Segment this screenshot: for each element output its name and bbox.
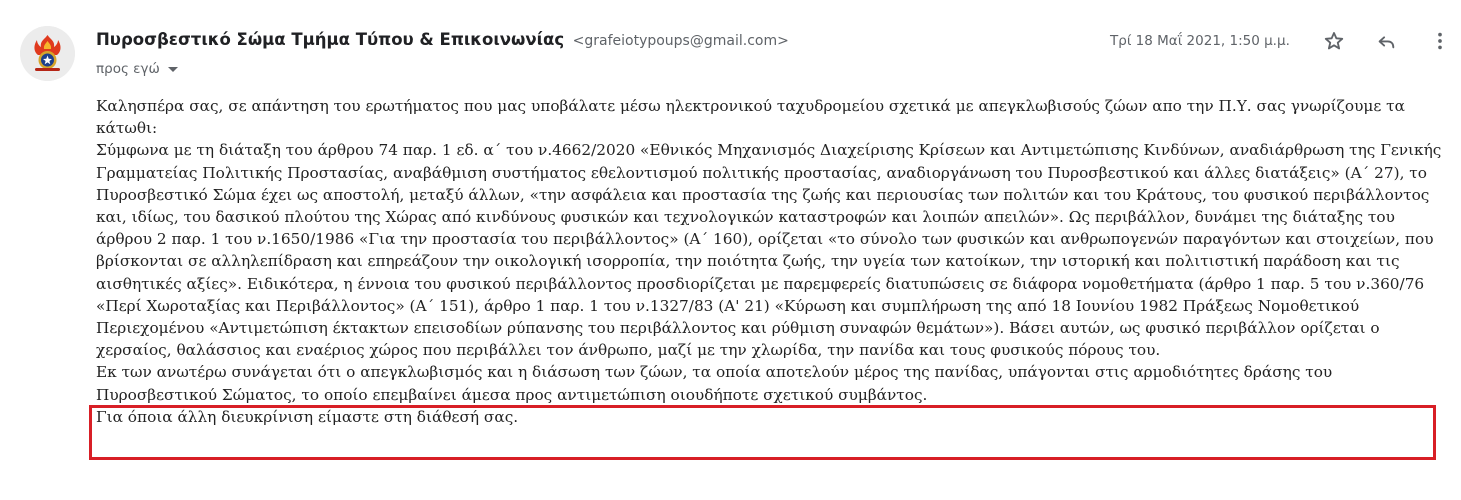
more-options-button[interactable] <box>1427 28 1453 54</box>
sender-avatar[interactable] <box>20 26 75 81</box>
body-paragraph-closing: Για όποια άλλη διευκρίνιση είμαστε στη διάθεσή σας. <box>96 407 519 426</box>
recipient-dropdown[interactable] <box>96 61 178 77</box>
body-paragraph-conclusion: Εκ των ανωτέρω συνάγεται ότι ο απεγκλωβισμός και η διάσωση των ζώων, τα οποία αποτελούν μέρος της πανίδας, υπάγονται στις αρμοδιότητες δράσης του Πυροσβεστικού Σώματος, το οποίο επεμβαίνει άμεσα προς αντιμετώπιση οιουδήποτε σχετικού συμβάντος. <box>96 363 1333 404</box>
sender-email: <grafeiotypoups@gmail.com> <box>572 33 789 49</box>
fire-service-emblem-icon <box>20 26 75 81</box>
star-button[interactable] <box>1321 28 1347 54</box>
email-body <box>96 95 1446 428</box>
star-outline-icon <box>1323 30 1345 52</box>
body-paragraph-intro: Καλησπέρα σας, σε απάντηση του ερωτήματος που μας υποβάλατε μέσω ηλεκτρονικού ταχυδρομείου σχετικά με απεγκλωβισούς ζώων απο την Π.Υ. σας γνωρίζουμε τα κάτωθι: <box>96 97 1405 138</box>
email-date: Τρί 18 Μαΐ 2021, 1:50 μ.μ. <box>1110 33 1290 49</box>
body-paragraph-legal: Σύμφωνα με τη διάταξη του άρθρου 74 παρ. 1 εδ. α΄ του ν.4662/2020 «Εθνικός Μηχανισμός Διαχείρισης Κρίσεων και Αντιμετώπισης Κινδύνων, αναδιάρθρωση της Γενικής Γραμματείας Πολιτικής Προστασίας, αναβάθμιση συστήματος εθελοντισμού πολιτικής προστασίας, αναδιοργάνωση του Πυροσβεστικού και άλλες διατάξεις» (Α΄ 27), το Πυροσβεστικό Σώμα έχει ως αποστολή, μεταξύ άλλων, «την ασφάλεια και προστασία της ζωής και περιουσίας των πολιτών και του Κράτους, του φυσικού περιβάλλοντος και, ιδίως, του δασικού πλούτου της Χώρας από κινδύνους φυσικών και τεχνολογικών καταστροφών και λοιπών απειλών». Ως περιβάλλον, δυνάμει της διάταξης του άρθρου 2 παρ. 1 του ν.1650/1986 «Για την προστασία του περιβάλλοντος» (Α΄ 160), ορίζεται «το σύνολο των φυσικών και ανθρωπογενών παραγόντων και στοιχείων, που βρίσκονται σε αλληλεπίδραση και επηρεάζουν την οικολογική ισορροπία, την ποιότητα ζωής, την υγεία των κατοίκων, την ιστορική και πολιτιστική παράδοση και τις αισθητικές αξίες». Ειδικότερα, η έννοια του φυσικού περιβάλλοντος προσδιορίζεται με παρεμφερείς διατυπώσεις σε διάφορα νομοθετήματα (άρθρο 1 παρ. 5 του ν.360/76 «Περί Χωροταξίας και Περιβάλλοντος» (Α΄ 151), άρθρο 1 παρ. 1 του ν.1327/83 (Α' 21) «Κύρωση και συμπλήρωση της από 18 Ιουνίου 1982 Πράξεως Νομοθετικού Περιεχομένου «Αντιμετώπιση έκτακτων επεισοδίων ρύπανσης του περιβάλλοντος και ρύθμιση συναφών θεμάτων»). Βάσει αυτών, ως φυσικό περιβάλλον ορίζεται ο χερσαίος, θαλάσσιος και εναέριος χώρος που περιβάλλει τον άνθρωπο, μαζί με την χλωρίδα, την πανίδα και τους φυσικούς πόρους του. <box>96 141 1442 360</box>
reply-arrow-icon <box>1375 30 1397 52</box>
recipient-label: προς εγώ <box>96 61 160 77</box>
more-vertical-icon <box>1429 30 1451 52</box>
reply-button[interactable] <box>1373 28 1399 54</box>
caret-down-icon <box>168 67 178 72</box>
sender-name[interactable]: Πυροσβεστικό Σώμα Τμήμα Τύπου & Επικοινωνίας <box>96 30 565 49</box>
email-header <box>0 0 1461 95</box>
sender-line <box>96 30 789 50</box>
